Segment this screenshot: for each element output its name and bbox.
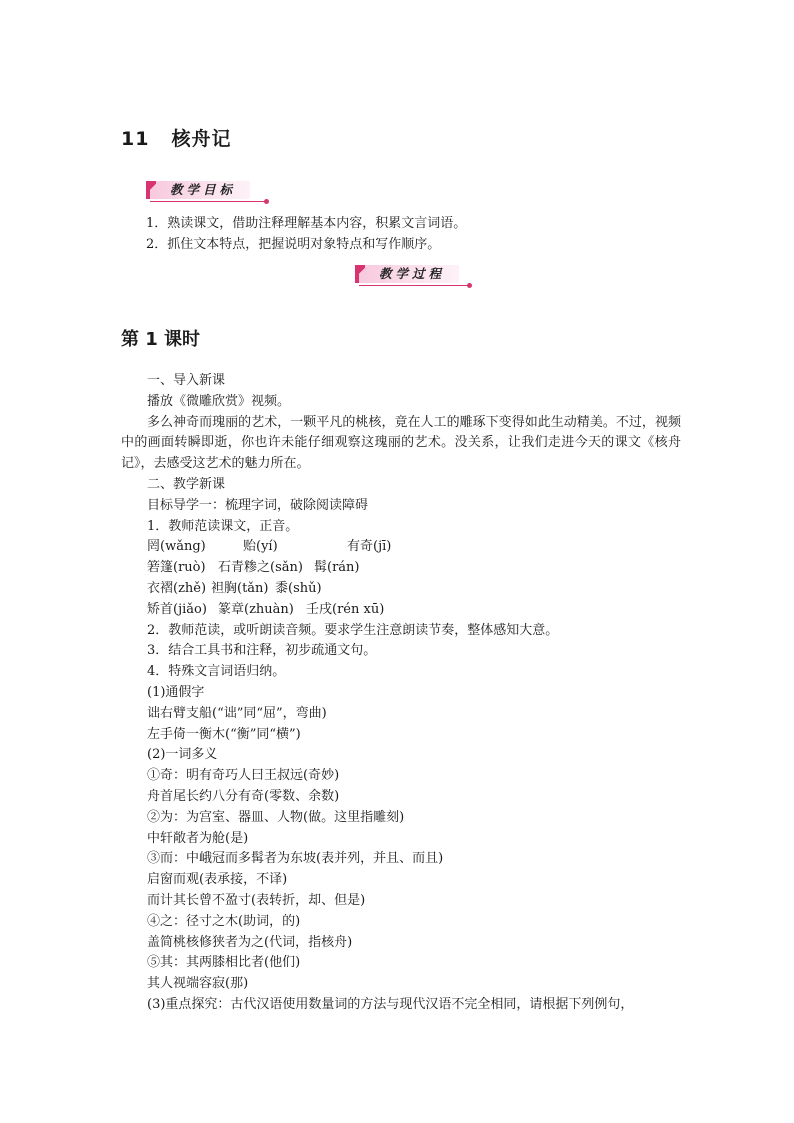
text-line: ⑤其：其两膝相比者(他们) [147,955,301,971]
pinyin-item: 贻(yí) [243,539,278,555]
text-line: 目标导学一：梳理字词，破除阅读障碍 [147,497,369,513]
lesson-body [121,371,681,1016]
pinyin-item: 有奇(jī) [347,539,392,555]
text-line: 中轩敞者为舱(是) [147,830,249,846]
text-line: 1．教师范读课文，正音。 [147,518,299,534]
text-line: 2．教师范读，或听朗读音频。要求学生注意朗读节奏，整体感知大意。 [147,622,559,638]
text-line: ①奇：明有奇巧人曰王叔远(奇妙) [147,768,340,784]
text-line: 其人视端容寂(那) [147,976,249,992]
pinyin-row [121,600,681,621]
pinyin-item: 罔(wǎng) [147,539,206,555]
text-line: 启窗而观(表承接，不译) [147,872,288,888]
banner-dot-icon [264,199,269,204]
text-line: (1)通假字 [147,684,205,700]
text-line: 3．结合工具书和注释，初步疏通文句。 [147,643,377,659]
process-banner [355,265,459,283]
text-line: ④之：径寸之木(助词，的) [147,913,301,929]
text-line: 左手倚一衡木(“衡”同“横”) [147,726,301,742]
objective-item: 1．熟读课文，借助注释理解基本内容，积累文言词语。 [146,216,467,231]
text-line: 舟首尾长约八分有奇(零数、余数) [147,788,340,804]
text-line: 诎右臂支船(“诎”同“屈”，弯曲) [147,705,327,721]
text-line: 播放《微雕欣赏》视频。 [147,393,291,409]
text-line: 4．特殊文言词语归纳。 [147,664,286,680]
lesson-number: 11 [121,128,150,150]
heading-new-lesson: 二、教学新课 [147,476,226,492]
pinyin-item: 篆章(zhuàn) [218,601,294,617]
pinyin-row [121,579,681,600]
banner-rule [150,201,268,202]
banner-rule [359,285,471,286]
text-line: ③而：中峨冠而多髯者为东坡(表并列，并且、而且) [147,851,444,867]
text-line: (3)重点探究：古代汉语使用数量词的方法与现代汉语不完全相同，请根据下列例句， [147,996,634,1012]
pinyin-row [121,537,681,558]
text-line: ②为：为宫室、器皿、人物(做。这里指雕刻) [147,809,405,825]
pinyin-item: 矫首(jiǎo) [147,601,207,617]
intro-paragraph: 多么神奇而瑰丽的艺术，一颗平凡的桃核，竟在人工的雕琢下变得如此生动精美。不过，视频中的画面转瞬即逝，你也许未能仔细观察这瑰丽的艺术。没关系，让我们走进今天的课文《核舟记》，去感受这艺术的魅力所在。 [121,414,681,472]
objectives-banner [146,181,250,199]
heading-intro: 一、导入新课 [147,373,226,388]
text-line: 盖简桃核修狭者为之(代词，指核舟) [147,934,353,950]
pinyin-item: 箬篷(ruò) [147,560,206,576]
lesson-name: 核舟记 [171,128,232,150]
banner-dot-icon [467,283,472,288]
text-line: 而计其长曾不盈寸(表转折，却、但是) [147,892,366,908]
pinyin-item: 壬戌(rén xū) [306,601,385,617]
pinyin-item: 髯(rán) [314,560,360,576]
pinyin-item: 石青糁之(sǎn) [218,560,303,576]
pinyin-row [121,558,681,579]
objectives-list [146,213,466,255]
pinyin-item: 衣褶(zhě) [147,580,207,596]
pinyin-item: 袒胸(tǎn) [211,580,269,596]
text-line: (2)一词多义 [147,747,218,763]
objectives-banner-label: 教学目标 [146,181,250,199]
objective-item: 2．抓住文本特点，把握说明对象特点和写作顺序。 [146,237,441,252]
pinyin-item: 黍(shǔ) [275,580,322,596]
lesson-title [121,124,231,151]
section-heading: 第 1 课时 [121,329,201,350]
process-banner-label: 教学过程 [355,265,459,283]
